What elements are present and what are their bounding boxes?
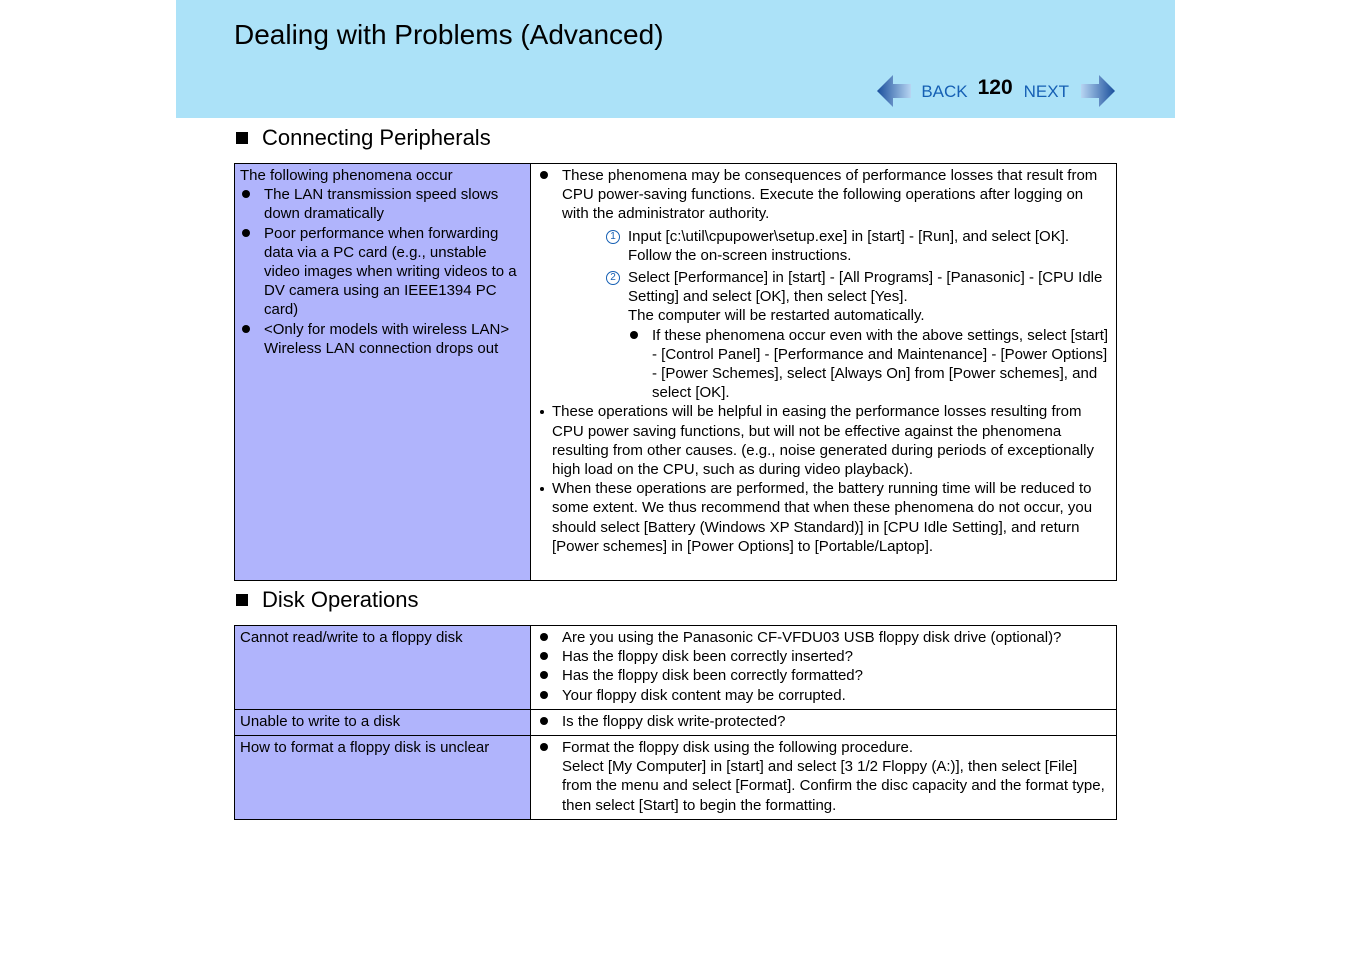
solution-bullet: Your floppy disk content may be corrupted. xyxy=(538,686,1110,705)
symptom-cell: Cannot read/write to a floppy disk xyxy=(235,626,531,710)
solution-bullet: Are you using the Panasonic CF-VFDU03 USB floppy disk drive (optional)? xyxy=(538,628,1110,647)
page-header xyxy=(176,0,1175,118)
symptom-bullet: The LAN transmission speed slows down dramatically xyxy=(240,185,525,223)
solution-cell xyxy=(531,709,1117,735)
back-button[interactable] xyxy=(875,72,967,110)
small-bullet-icon xyxy=(540,487,544,491)
small-bullet-icon xyxy=(540,410,544,414)
bullet-icon xyxy=(630,331,638,339)
next-button[interactable] xyxy=(1024,72,1117,110)
square-bullet-icon xyxy=(236,132,248,144)
connecting-peripherals-table xyxy=(234,163,1117,581)
symptom-bullet: <Only for models with wireless LAN> Wireless LAN connection drops out xyxy=(240,320,525,358)
bullet-icon xyxy=(540,691,548,699)
back-arrow-icon xyxy=(875,72,913,110)
bullet-icon xyxy=(242,325,250,333)
bullet-icon xyxy=(242,229,250,237)
solution-bullet: Format the floppy disk using the following procedure. Select [My Computer] in [start] and select [3 1/2 Floppy (A:)], then select [File] from the menu and select [Format]. Confirm the disc capacity and the format type, then select [Start] to begin the formatting. xyxy=(538,738,1110,815)
note-item: These operations will be helpful in easing the performance losses resulting from CPU power saving functions, but will not be effective against the phenomena resulting from other causes. (e.g., noise generated during periods of exceptionally high load on the CPU, such as during video playback). xyxy=(538,402,1110,479)
bullet-icon xyxy=(540,717,548,725)
step-1: 1 Input [c:\util\cpupower\setup.exe] in [start] - [Run], and select [OK]. Follow the on-screen instructions. xyxy=(606,227,1110,265)
section-heading-connecting-peripherals xyxy=(236,125,491,151)
bullet-icon xyxy=(540,743,548,751)
table-row xyxy=(235,164,1117,581)
step-2: 2 Select [Performance] in [start] - [All Programs] - [Panasonic] - [CPU Idle Setting] and select [OK], then select [Yes]. The computer will be restarted automatically. xyxy=(606,268,1110,326)
page-title: Dealing with Problems (Advanced) xyxy=(234,19,664,50)
bullet-icon xyxy=(540,171,548,179)
table-row xyxy=(235,626,1117,710)
page-navigation xyxy=(875,72,1117,110)
back-label: BACK xyxy=(921,82,968,101)
bullet-icon xyxy=(540,633,548,641)
solution-bullet: Has the floppy disk been correctly formatted? xyxy=(538,666,1110,685)
symptom-bullet: Poor performance when forwarding data via a PC card (e.g., unstable video images when writing videos to a DV camera using an IEEE1394 PC card) xyxy=(240,224,525,320)
table-row xyxy=(235,736,1117,820)
section-heading-text: Disk Operations xyxy=(262,587,419,612)
sub-bullet: If these phenomena occur even with the above settings, select [start] - [Control Panel] - [Performance and Maintenance] - [Power Options] - [Power Schemes], select [Always On] from [Power schemes], and select [OK]. xyxy=(628,326,1110,403)
next-arrow-icon xyxy=(1079,72,1117,110)
square-bullet-icon xyxy=(236,594,248,606)
table-row xyxy=(235,709,1117,735)
page-number: 120 xyxy=(977,76,1013,99)
symptom-cell: How to format a floppy disk is unclear xyxy=(235,736,531,820)
symptom-title: The following phenomena occur xyxy=(240,167,453,184)
symptom-cell: Unable to write to a disk xyxy=(235,709,531,735)
section-heading-disk-operations xyxy=(236,587,419,613)
bullet-icon xyxy=(540,671,548,679)
solution-bullet: Is the floppy disk write-protected? xyxy=(538,712,1110,731)
solution-cell xyxy=(531,626,1117,710)
solution-bullet: Has the floppy disk been correctly inserted? xyxy=(538,647,1110,666)
next-label: NEXT xyxy=(1023,82,1069,101)
solution-cell xyxy=(531,736,1117,820)
section-heading-text: Connecting Peripherals xyxy=(262,125,491,150)
bullet-icon xyxy=(540,652,548,660)
solution-bullet: These phenomena may be consequences of performance losses that result from CPU power-saving functions. Execute the following operations after logging on with the administrator authority. xyxy=(538,166,1110,224)
symptom-cell xyxy=(235,164,531,581)
circled-number-icon: 2 xyxy=(606,271,620,285)
disk-operations-table xyxy=(234,625,1117,820)
bullet-icon xyxy=(242,190,250,198)
solution-cell xyxy=(531,164,1117,581)
note-item: When these operations are performed, the battery running time will be reduced to some extent. We thus recommend that when these phenomena do not occur, you should select [Battery (Windows XP Standard)] in [CPU Idle Setting], and return [Power schemes] in [Power Options] to [Portable/Laptop]. xyxy=(538,479,1110,556)
circled-number-icon: 1 xyxy=(606,230,620,244)
